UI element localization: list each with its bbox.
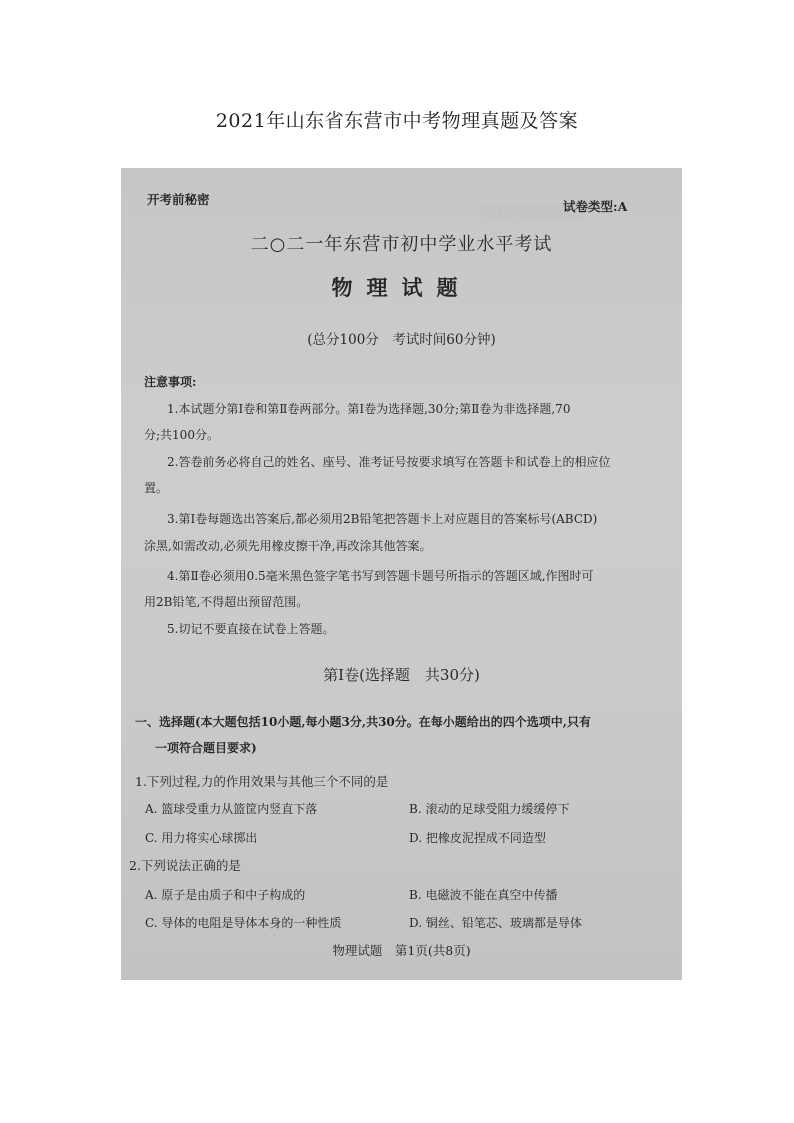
part-heading: 第Ⅰ卷(选择题 共30分) xyxy=(323,666,480,684)
exam-name: 二○二一年东营市初中学业水平考试 xyxy=(250,234,553,255)
paper-type-label: 试卷类型:A xyxy=(563,199,628,214)
question-option: A. 篮球受重力从篮筐内竖直下落 xyxy=(145,802,318,816)
section-heading-cont: 一项符合题目要求) xyxy=(155,741,257,755)
secret-label: 开考前秘密 xyxy=(147,192,210,207)
question-option: B. 电磁波不能在真空中传播 xyxy=(409,888,558,902)
document-title: 2021年山东省东营市中考物理真题及答案 xyxy=(215,110,579,132)
section-heading: 一、选择题(本大题包括10小题,每小题3分,共30分。在每小题给出的四个选项中,只有 xyxy=(135,715,591,729)
question-option: A. 原子是由质子和中子构成的 xyxy=(145,888,306,902)
score-time-line: (总分100分 考试时间60分钟) xyxy=(307,332,496,348)
subject-title: 物理试题 xyxy=(331,275,472,300)
show-through-texture: ░░░░░░░░░░░ xyxy=(481,204,583,218)
question-option: D. 把橡皮泥捏成不同造型 xyxy=(409,831,546,845)
note-line: 1.本试题分第Ⅰ卷和第Ⅱ卷两部分。第Ⅰ卷为选择题,30分;第Ⅱ卷为非选择题,70 xyxy=(167,402,571,416)
question-option: B. 滚动的足球受阻力缓缓停下 xyxy=(409,802,570,816)
note-line: 用2B铅笔,不得超出预留范围。 xyxy=(144,595,309,609)
question-option: C. 用力将实心球掷出 xyxy=(145,831,258,845)
question-stem: 2.下列说法正确的是 xyxy=(129,858,241,873)
notes-heading: 注意事项: xyxy=(144,375,197,389)
note-line: 置。 xyxy=(144,481,169,495)
question-option: C. 导体的电阻是导体本身的一种性质 xyxy=(145,916,342,930)
note-line: 4.第Ⅱ卷必须用0.5毫米黑色签字笔书写到答题卡题号所指示的答题区域,作图时可 xyxy=(167,569,594,583)
scanned-exam-page xyxy=(121,168,682,980)
note-line: 分;共100分。 xyxy=(144,428,219,442)
question-stem: 1.下列过程,力的作用效果与其他三个不同的是 xyxy=(135,774,389,789)
note-line: 5.切记不要直接在试卷上答题。 xyxy=(167,622,335,636)
note-line: 3.第Ⅰ卷每题选出答案后,都必须用2B铅笔把答题卡上对应题目的答案标号(ABCD) xyxy=(167,512,598,526)
page-footer: 物理试题 第1页(共8页) xyxy=(332,943,471,958)
question-option: D. 铜丝、铅笔芯、玻璃都是导体 xyxy=(409,916,582,930)
note-line: 2.答卷前务必将自己的姓名、座号、准考证号按要求填写在答题卡和试卷上的相应位 xyxy=(167,455,611,469)
note-line: 涂黑,如需改动,必须先用橡皮擦干净,再改涂其他答案。 xyxy=(144,539,432,553)
